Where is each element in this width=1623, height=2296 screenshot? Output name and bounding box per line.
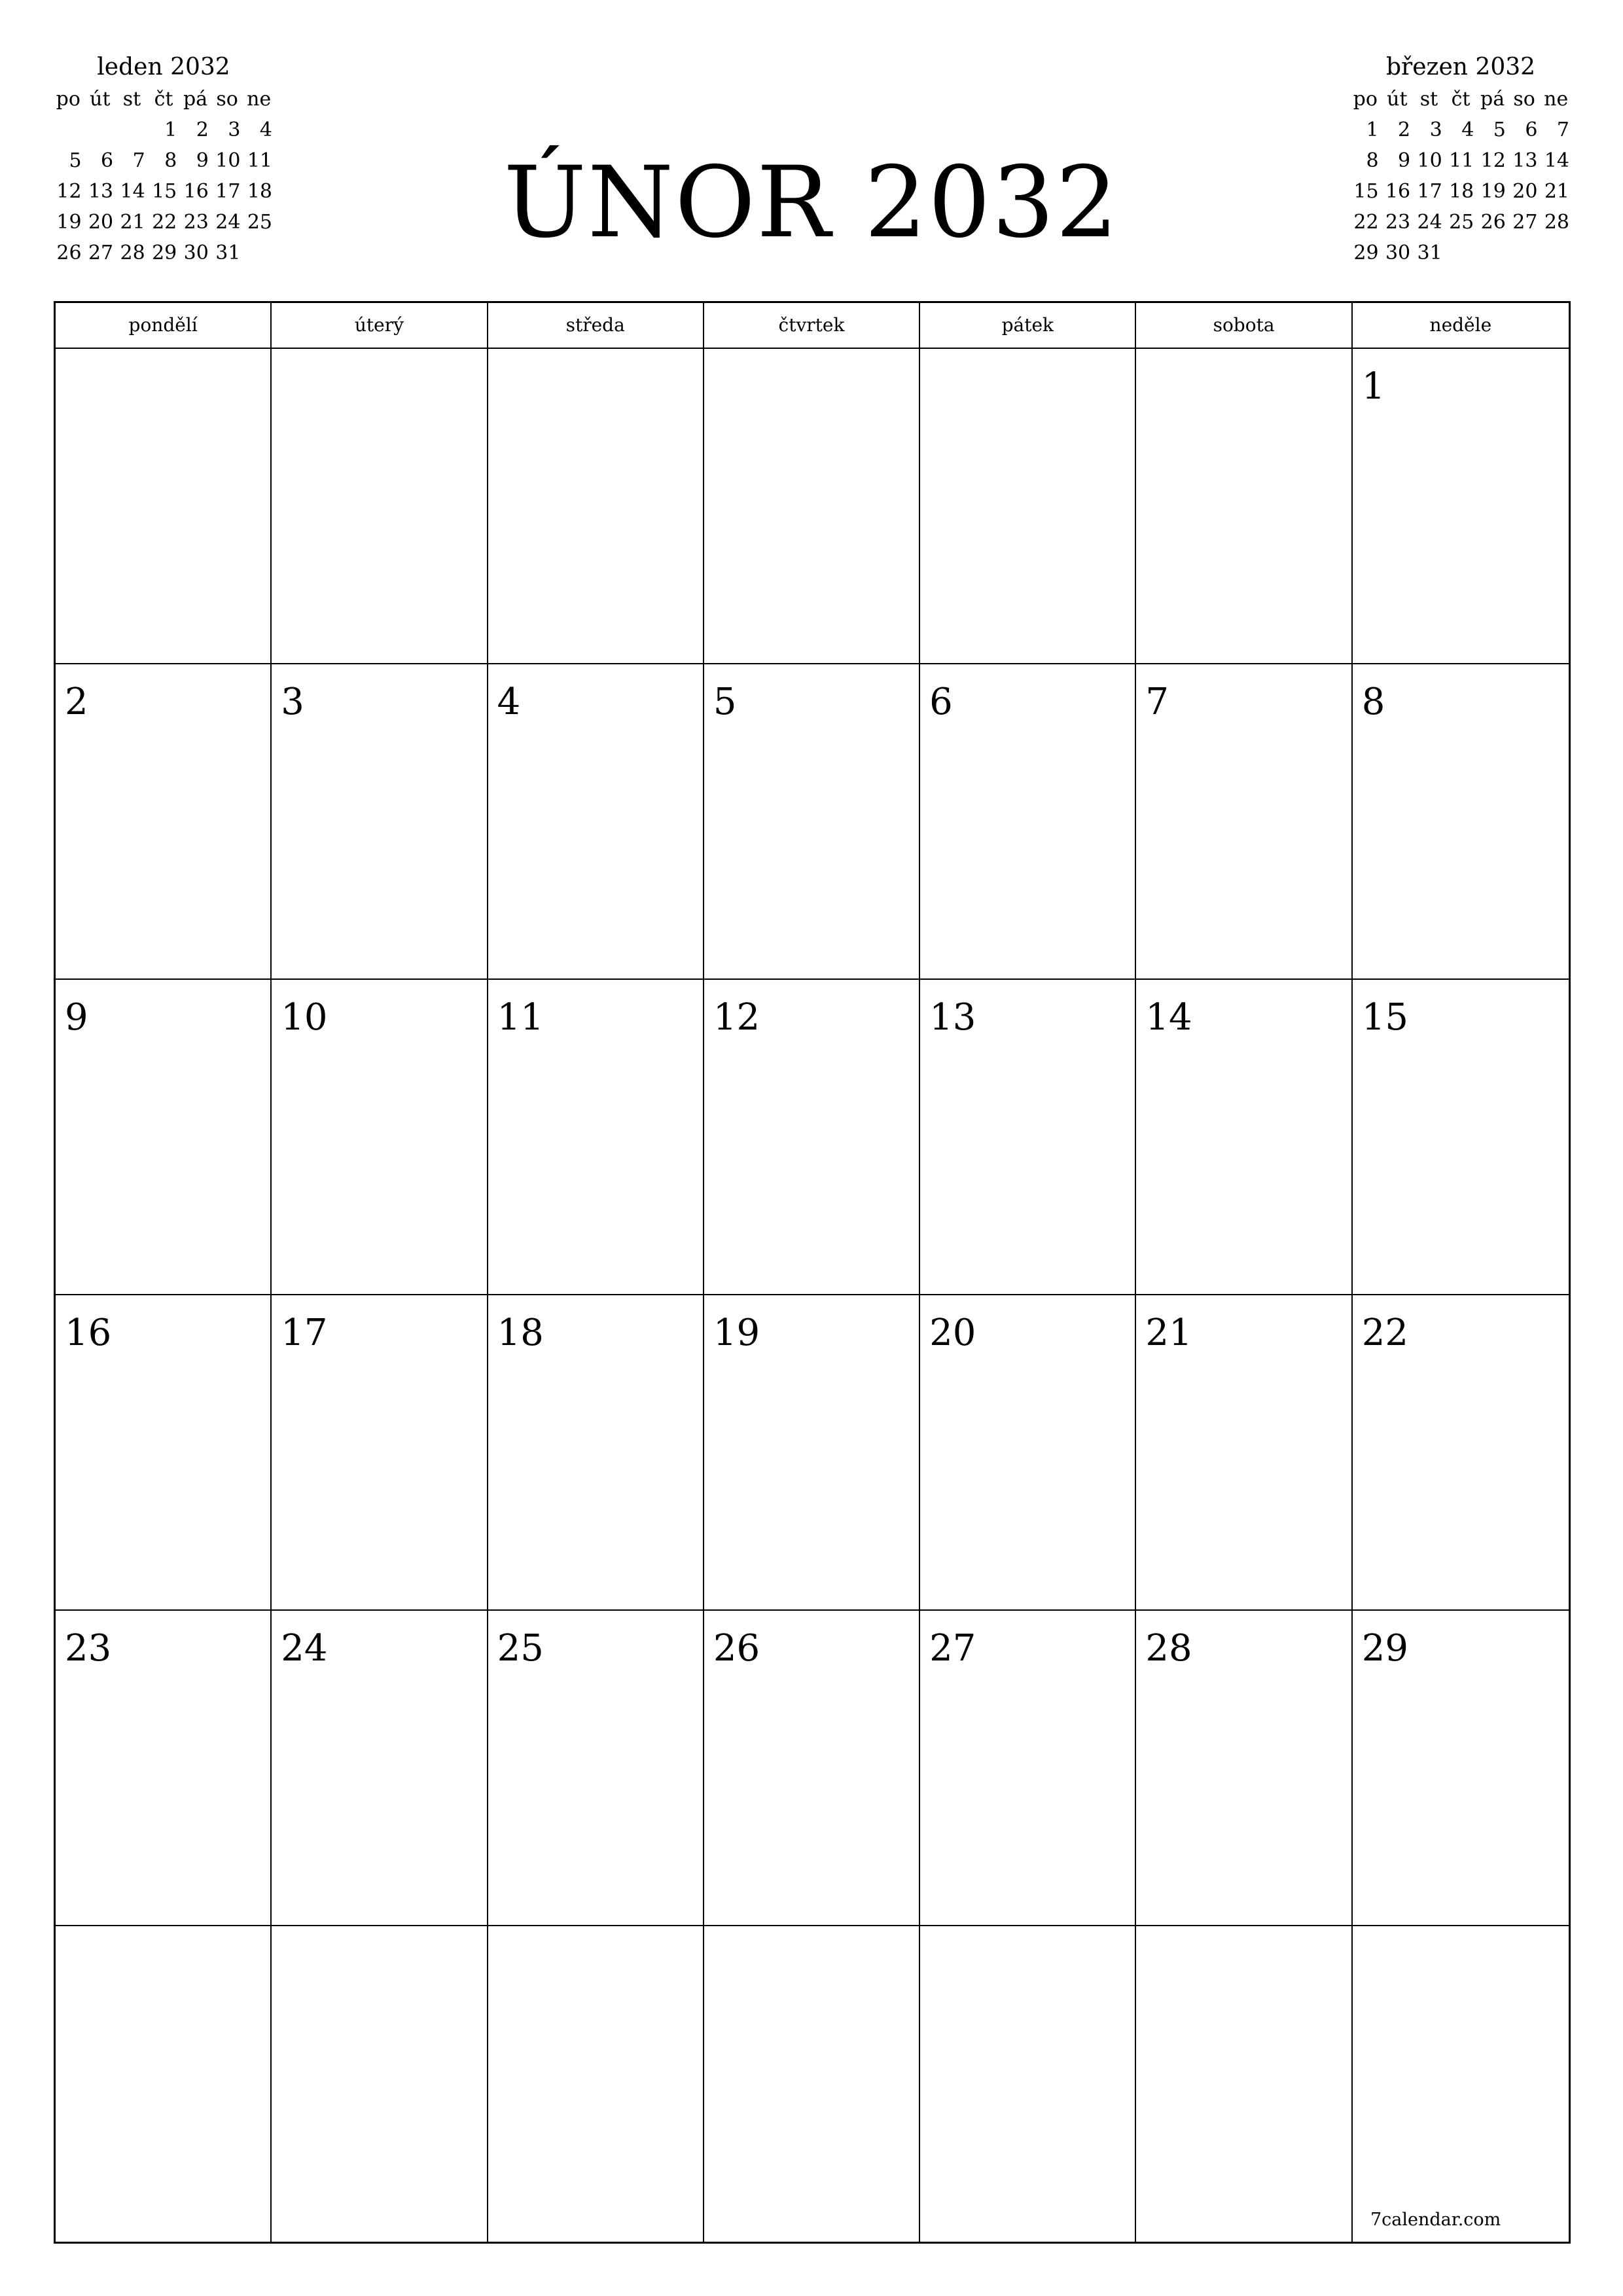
- day-number: 6: [929, 681, 953, 723]
- day-number: 18: [497, 1312, 544, 1354]
- day-cell: [488, 980, 704, 1295]
- mini-day: 11: [247, 149, 272, 172]
- day-cell: [920, 1611, 1136, 1926]
- day-cell: [1353, 349, 1569, 664]
- day-cell: [56, 1295, 272, 1611]
- day-number: 3: [281, 681, 304, 723]
- mini-day: 13: [1512, 149, 1538, 172]
- day-cell: [272, 664, 488, 980]
- day-cell: [920, 349, 1136, 664]
- mini-day: 9: [196, 149, 209, 172]
- day-number: 20: [929, 1312, 976, 1354]
- day-cell: [272, 1611, 488, 1926]
- day-cell: [704, 664, 920, 980]
- mini-day: 23: [183, 211, 209, 234]
- mini-weekday-header: út: [90, 88, 111, 111]
- mini-calendar-title: leden 2032: [97, 54, 230, 81]
- day-cell: [56, 664, 272, 980]
- day-number: 29: [1361, 1627, 1408, 1670]
- month-grid: [54, 301, 1571, 2244]
- mini-day: 22: [1353, 211, 1379, 234]
- mini-day: 15: [152, 180, 177, 203]
- day-number: 4: [497, 681, 521, 723]
- mini-day: 4: [259, 118, 272, 141]
- mini-calendar-next-month: [1349, 51, 1572, 268]
- mini-day: 25: [1449, 211, 1474, 234]
- mini-day: 28: [120, 242, 145, 264]
- mini-day: 17: [215, 180, 241, 203]
- weekday-header-wednesday: středa: [488, 303, 704, 349]
- mini-day: 10: [1417, 149, 1442, 172]
- day-number: 2: [65, 681, 88, 723]
- day-number: 11: [497, 996, 544, 1039]
- mini-day: 21: [1544, 180, 1569, 203]
- mini-weekday-header: st: [1419, 88, 1438, 111]
- mini-day: 4: [1461, 118, 1474, 141]
- mini-day: 5: [1493, 118, 1506, 141]
- mini-weekday-header: pá: [1480, 88, 1505, 111]
- mini-day: 18: [1449, 180, 1474, 203]
- day-cell: [272, 349, 488, 664]
- day-number: 8: [1361, 681, 1385, 723]
- day-cell: [1353, 980, 1569, 1295]
- mini-day: 22: [152, 211, 177, 234]
- day-number: 7: [1145, 681, 1169, 723]
- mini-day: 1: [1366, 118, 1379, 141]
- mini-weekday-header: út: [1387, 88, 1408, 111]
- mini-day: 5: [69, 149, 82, 172]
- mini-weekday-header: po: [56, 88, 80, 111]
- day-number: 25: [497, 1627, 544, 1670]
- day-cell: [920, 664, 1136, 980]
- mini-day: 26: [1480, 211, 1506, 234]
- mini-day: 27: [88, 242, 114, 264]
- day-number: 24: [281, 1627, 328, 1670]
- day-number: 23: [65, 1627, 112, 1670]
- day-cell: [1136, 1926, 1352, 2242]
- mini-day: 23: [1385, 211, 1411, 234]
- mini-day: 12: [1480, 149, 1506, 172]
- mini-weekday-header: so: [216, 88, 238, 111]
- day-number: 9: [65, 996, 88, 1039]
- mini-day: 24: [1417, 211, 1442, 234]
- mini-day: 14: [1544, 149, 1569, 172]
- day-cell: [704, 349, 920, 664]
- mini-day: 31: [1417, 242, 1442, 264]
- weekday-header-monday: pondělí: [56, 303, 272, 349]
- day-cell: [272, 1926, 488, 2242]
- mini-weekday-header: ne: [247, 88, 272, 111]
- mini-day: 2: [196, 118, 209, 141]
- mini-day: 21: [120, 211, 145, 234]
- mini-day: 10: [215, 149, 241, 172]
- day-number: 19: [713, 1312, 760, 1354]
- mini-day: 13: [88, 180, 114, 203]
- day-number: 1: [1361, 365, 1385, 408]
- mini-day: 31: [215, 242, 241, 264]
- weekday-header-friday: pátek: [920, 303, 1136, 349]
- day-cell: [1136, 664, 1352, 980]
- mini-weekday-header: st: [122, 88, 141, 111]
- mini-day: 11: [1449, 149, 1474, 172]
- day-cell: [1353, 664, 1569, 980]
- month-title: ÚNOR 2032: [503, 146, 1120, 260]
- day-cell: [488, 1295, 704, 1611]
- mini-weekday-header: pá: [183, 88, 208, 111]
- mini-day: 16: [1385, 180, 1411, 203]
- mini-day: 15: [1353, 180, 1379, 203]
- mini-day: 12: [56, 180, 82, 203]
- day-number: 14: [1145, 996, 1192, 1039]
- day-cell: [1353, 1295, 1569, 1611]
- day-cell: [704, 980, 920, 1295]
- mini-day: 24: [215, 211, 241, 234]
- day-number: 17: [281, 1312, 328, 1354]
- mini-day: 29: [1353, 242, 1379, 264]
- mini-day: 1: [164, 118, 177, 141]
- weekday-header-tuesday: úterý: [272, 303, 488, 349]
- mini-day: 20: [1512, 180, 1538, 203]
- mini-weekday-header: čt: [1451, 88, 1471, 111]
- mini-weekday-header: čt: [154, 88, 173, 111]
- day-cell: [704, 1926, 920, 2242]
- day-number: 12: [713, 996, 760, 1039]
- day-number: 5: [713, 681, 737, 723]
- mini-day: 26: [56, 242, 82, 264]
- day-cell: [1353, 1611, 1569, 1926]
- mini-day: 14: [120, 180, 145, 203]
- day-number: 13: [929, 996, 976, 1039]
- day-cell: [488, 1611, 704, 1926]
- mini-day: 17: [1417, 180, 1442, 203]
- day-cell: [920, 1295, 1136, 1611]
- day-cell: [56, 1926, 272, 2242]
- mini-day: 2: [1398, 118, 1411, 141]
- site-watermark: 7calendar.com: [1370, 2210, 1501, 2230]
- day-cell: [704, 1295, 920, 1611]
- day-number: 16: [65, 1312, 112, 1354]
- day-cell: [704, 1611, 920, 1926]
- mini-day: 19: [56, 211, 82, 234]
- day-cell: [1136, 980, 1352, 1295]
- mini-day: 19: [1480, 180, 1506, 203]
- day-cell: [56, 349, 272, 664]
- mini-day: 30: [183, 242, 209, 264]
- day-cell: [488, 1926, 704, 2242]
- weekday-header-sunday: neděle: [1353, 303, 1569, 349]
- day-number: 21: [1145, 1312, 1192, 1354]
- day-number: 26: [713, 1627, 760, 1670]
- mini-day: 28: [1544, 211, 1569, 234]
- day-number: 15: [1361, 996, 1408, 1039]
- mini-day: 16: [183, 180, 209, 203]
- mini-day: 18: [247, 180, 272, 203]
- mini-day: 6: [1525, 118, 1538, 141]
- mini-day: 25: [247, 211, 272, 234]
- mini-day: 29: [152, 242, 177, 264]
- day-cell: [1136, 1611, 1352, 1926]
- day-number: 28: [1145, 1627, 1192, 1670]
- day-cell: [56, 980, 272, 1295]
- day-cell: [1136, 349, 1352, 664]
- mini-calendar-grid: [1349, 84, 1572, 268]
- mini-day: 3: [228, 118, 241, 141]
- day-cell: [1136, 1295, 1352, 1611]
- day-number: 27: [929, 1627, 976, 1670]
- day-cell: [488, 349, 704, 664]
- day-cell: [272, 980, 488, 1295]
- day-cell: [920, 980, 1136, 1295]
- mini-day: 3: [1429, 118, 1442, 141]
- weekday-header-saturday: sobota: [1136, 303, 1352, 349]
- day-number: 10: [281, 996, 328, 1039]
- mini-day: 7: [132, 149, 145, 172]
- mini-day: 20: [88, 211, 114, 234]
- mini-day: 27: [1512, 211, 1538, 234]
- mini-day: 8: [1366, 149, 1379, 172]
- day-cell: [56, 1611, 272, 1926]
- weekday-header-thursday: čtvrtek: [704, 303, 920, 349]
- mini-day: 8: [164, 149, 177, 172]
- mini-calendar-title: březen 2032: [1385, 54, 1536, 81]
- mini-day: 6: [101, 149, 114, 172]
- day-cell: [920, 1926, 1136, 2242]
- day-cell: [272, 1295, 488, 1611]
- mini-day: 9: [1398, 149, 1411, 172]
- day-number: 22: [1361, 1312, 1408, 1354]
- day-cell: [1353, 1926, 1569, 2242]
- mini-weekday-header: so: [1513, 88, 1535, 111]
- mini-weekday-header: po: [1353, 88, 1378, 111]
- mini-weekday-header: ne: [1544, 88, 1569, 111]
- mini-day: 7: [1556, 118, 1569, 141]
- mini-day: 30: [1385, 242, 1411, 264]
- day-cell: [488, 664, 704, 980]
